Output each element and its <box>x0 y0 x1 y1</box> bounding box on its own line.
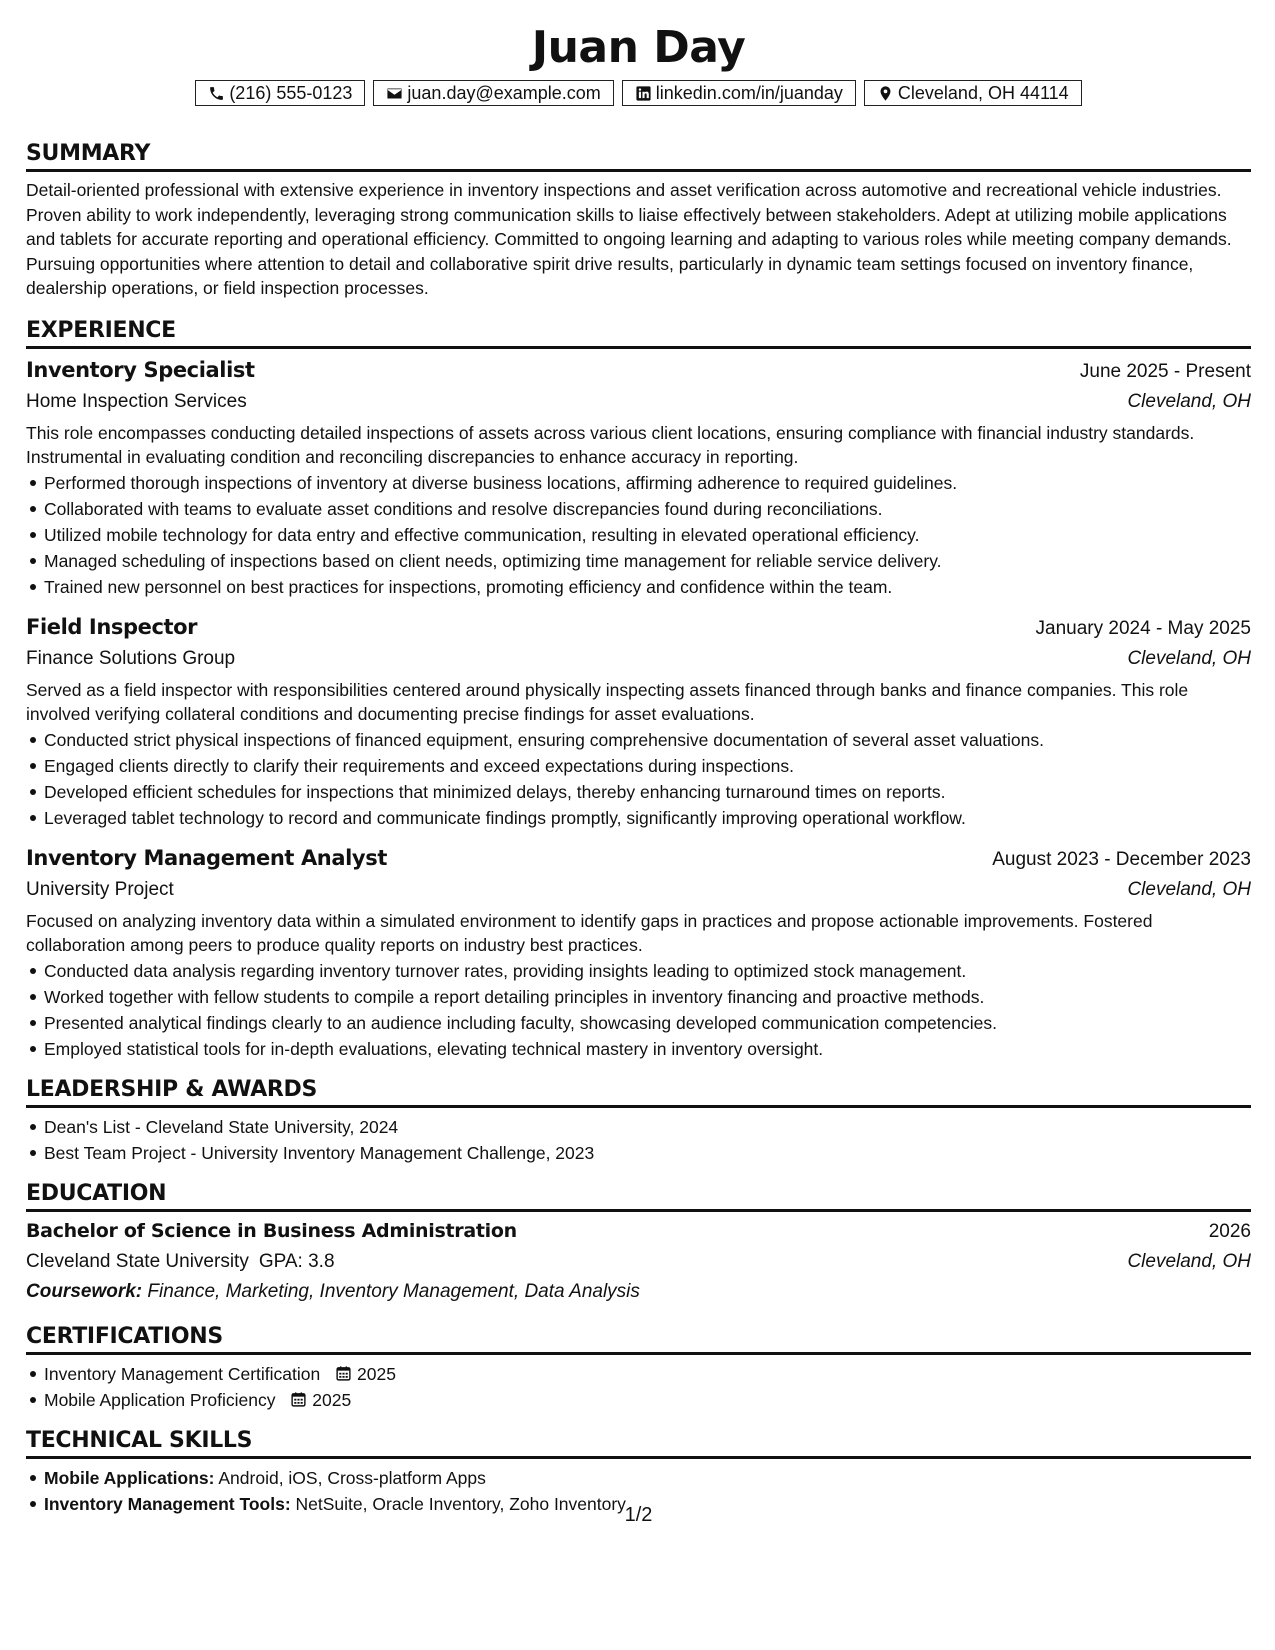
job-description: Served as a field inspector with responsibilities centered around physically inspecting assets financed through banks and finance companies. This role involved verifying collateral conditions and documenting precise findings for asset evaluations. <box>26 679 1189 724</box>
job-title: Inventory Specialist <box>26 357 255 382</box>
job-bullets <box>26 470 1251 600</box>
contact-phone-text: (216) 555-0123 <box>229 82 353 103</box>
certification-year: 2025 <box>357 1363 396 1384</box>
calendar-icon <box>335 1365 352 1382</box>
degree-title: Bachelor of Science in Business Administration <box>26 1219 517 1242</box>
list-item <box>44 1465 1251 1491</box>
list-item: Trained new personnel on best practices for inspections, promoting efficiency and confidence within the team. <box>44 574 1251 600</box>
contact-linkedin[interactable] <box>622 80 856 106</box>
certification-name: Inventory Management Certification <box>44 1363 321 1384</box>
job-organization: Finance Solutions Group <box>26 647 236 669</box>
job-description: This role encompasses conducting detailed inspections of assets across various client locations, ensuring compliance with financial industry standards. Instrumental in evaluating condition and reconciling discrepancies to enhance accuracy in reporting. <box>26 422 1195 467</box>
section-title-experience: EXPERIENCE <box>26 317 1251 349</box>
job-bullets <box>26 958 1251 1062</box>
list-item: Managed scheduling of inspections based on client needs, optimizing time management for reliable service delivery. <box>44 548 1251 574</box>
job-entry <box>26 612 1251 831</box>
certification-year: 2025 <box>312 1389 352 1410</box>
leadership-list <box>26 1114 1251 1166</box>
envelope-icon <box>386 85 403 102</box>
list-item <box>44 1361 1251 1387</box>
list-item: Utilized mobile technology for data entry and effective communication, resulting in elevated operational efficiency. <box>44 522 1251 548</box>
school-name: Cleveland State University <box>26 1250 249 1272</box>
contact-location-text: Cleveland, OH 44114 <box>897 82 1069 103</box>
certifications-section <box>26 1323 1251 1413</box>
certification-name: Mobile Application Proficiency <box>44 1389 276 1410</box>
job-entry <box>26 843 1251 1062</box>
contact-linkedin-text: linkedin.com/in/juanday <box>655 82 843 103</box>
summary-text: Detail-oriented professional with extensive experience in inventory inspections and asset verification across automotive and recreational vehicle industries. Proven ability to work independently, leveraging strong communication skills to liaise effectively between stakeholders. Adept at utilizing mobile applications and tablets for accurate reporting and operational efficiency. Committed to ongoing learning and adapting to various roles while meeting company demands. Pursuing opportunities where attention to detail and collaborative spirit drive results, particularly in dynamic team settings focused on inventory finance, dealership operations, or field inspection processes. <box>26 180 1232 298</box>
section-title-education: EDUCATION <box>26 1180 1251 1212</box>
calendar-icon <box>290 1391 307 1408</box>
list-item: Engaged clients directly to clarify their requirements and exceed expectations during inspections. <box>44 753 1251 779</box>
job-location: Cleveland, OH <box>1127 647 1251 669</box>
list-item: Best Team Project - University Inventory Management Challenge, 2023 <box>44 1140 1251 1166</box>
list-item: Conducted data analysis regarding inventory turnover rates, providing insights leading to optimized stock management. <box>44 958 1251 984</box>
skill-label: Inventory Management Tools: <box>44 1493 291 1514</box>
list-item: Worked together with fellow students to compile a report detailing principles in inventory financing and proactive methods. <box>44 984 1251 1010</box>
gpa: GPA: 3.8 <box>258 1250 335 1272</box>
map-pin-icon <box>877 85 894 102</box>
job-dates: January 2024 - May 2025 <box>1035 617 1251 639</box>
job-entry <box>26 355 1251 600</box>
graduation-year: 2026 <box>1208 1220 1251 1242</box>
coursework <box>26 1277 1251 1307</box>
section-title-leadership: LEADERSHIP & AWARDS <box>26 1076 1251 1108</box>
job-organization: Home Inspection Services <box>26 390 247 412</box>
list-item: Developed efficient schedules for inspections that minimized delays, thereby enhancing turnaround times on reports. <box>44 779 1251 805</box>
section-title-skills: TECHNICAL SKILLS <box>26 1427 1251 1459</box>
job-dates: June 2025 - Present <box>1079 360 1251 382</box>
page-number: 1/2 <box>624 1504 653 1526</box>
list-item: Dean's List - Cleveland State University, 2024 <box>44 1114 1251 1140</box>
candidate-name: Juan Day <box>531 22 746 73</box>
school-line <box>26 1247 335 1277</box>
skill-value: NetSuite, Oracle Inventory, Zoho Inventory <box>295 1493 626 1514</box>
contact-phone[interactable] <box>195 80 365 106</box>
contact-email-text: juan.day@example.com <box>407 82 601 103</box>
coursework-label: Coursework: <box>26 1280 143 1302</box>
job-dates: August 2023 - December 2023 <box>992 848 1251 870</box>
job-location: Cleveland, OH <box>1127 878 1251 900</box>
list-item: Leveraged tablet technology to record and communicate findings promptly, significantly improving operational workflow. <box>44 805 1251 831</box>
education-section <box>26 1180 1251 1307</box>
contact-email[interactable] <box>373 80 613 106</box>
job-title: Inventory Management Analyst <box>26 845 387 870</box>
list-item: Conducted strict physical inspections of financed equipment, ensuring comprehensive documentation of several asset valuations. <box>44 727 1251 753</box>
skill-label: Mobile Applications: <box>44 1467 215 1488</box>
job-organization: University Project <box>26 878 174 900</box>
phone-icon <box>208 85 225 102</box>
contact-location <box>864 80 1082 106</box>
resume-page <box>26 20 1251 1526</box>
contact-row <box>26 80 1251 106</box>
linkedin-icon <box>635 85 652 102</box>
job-bullets <box>26 727 1251 831</box>
list-item: Performed thorough inspections of inventory at diverse business locations, affirming adherence to required guidelines. <box>44 470 1251 496</box>
section-title-certifications: CERTIFICATIONS <box>26 1323 1251 1355</box>
school-location: Cleveland, OH <box>1127 1250 1251 1272</box>
experience-section <box>26 317 1251 1062</box>
certifications-list <box>26 1361 1251 1413</box>
list-item: Collaborated with teams to evaluate asset conditions and resolve discrepancies found during reconciliations. <box>44 496 1251 522</box>
list-item: Presented analytical findings clearly to an audience including faculty, showcasing developed communication competencies. <box>44 1010 1251 1036</box>
job-location: Cleveland, OH <box>1127 390 1251 412</box>
skills-section <box>26 1427 1251 1517</box>
skill-value: Android, iOS, Cross-platform Apps <box>218 1467 486 1488</box>
coursework-list: Finance, Marketing, Inventory Management, Data Analysis <box>147 1280 640 1302</box>
summary-section <box>26 140 1251 301</box>
list-item: Employed statistical tools for in-depth evaluations, elevating technical mastery in inventory oversight. <box>44 1036 1251 1062</box>
section-title-summary: SUMMARY <box>26 140 1251 172</box>
leadership-section <box>26 1076 1251 1166</box>
job-title: Field Inspector <box>26 614 198 639</box>
job-description: Focused on analyzing inventory data within a simulated environment to identify gaps in practices and propose actionable improvements. Fostered collaboration among peers to produce quality reports on industry best practices. <box>26 910 1153 955</box>
list-item <box>44 1387 1251 1413</box>
